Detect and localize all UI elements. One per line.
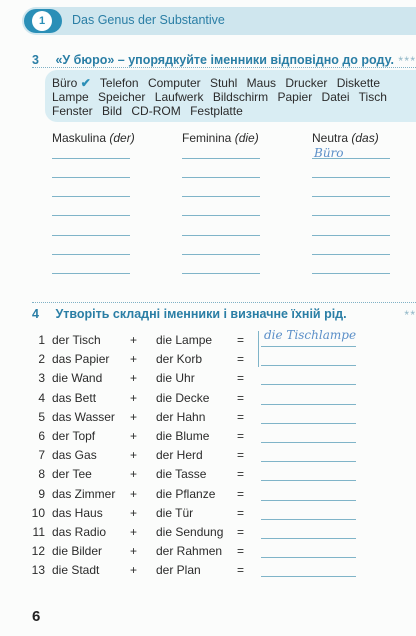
answer-line[interactable] xyxy=(261,557,356,558)
answer-line[interactable] xyxy=(261,519,356,520)
plus-sign: + xyxy=(130,333,138,347)
word: Büro ✔ xyxy=(52,76,91,90)
plus-sign: + xyxy=(130,409,138,424)
answer-line[interactable] xyxy=(261,346,356,347)
chapter-title: Das Genus der Substantive xyxy=(72,13,225,27)
equals-sign: = xyxy=(237,563,245,578)
answer-line[interactable] xyxy=(312,254,390,255)
plus-sign: + xyxy=(130,544,138,559)
row-number: 12 xyxy=(31,544,45,559)
answer-line[interactable] xyxy=(52,273,130,274)
plus-sign: + xyxy=(130,525,138,539)
row-number: 10 xyxy=(31,505,45,520)
plus-sign: + xyxy=(130,467,138,482)
answer-line[interactable] xyxy=(312,273,390,274)
dotted-divider xyxy=(32,302,416,303)
compound-row xyxy=(0,410,416,428)
compound-row xyxy=(0,487,416,505)
plus-sign: + xyxy=(130,563,138,578)
answer-line[interactable] xyxy=(182,254,260,255)
first-noun: die Wand xyxy=(52,371,103,386)
column-label-maskulina: Maskulina (der) xyxy=(52,131,135,145)
answer-line[interactable] xyxy=(312,158,390,159)
second-noun: der Korb xyxy=(156,352,203,367)
equals-sign: = xyxy=(237,390,245,405)
first-noun: die Bilder xyxy=(52,544,103,559)
dotted-divider xyxy=(32,67,416,68)
plus-sign: + xyxy=(130,486,138,501)
word: Telefon xyxy=(99,76,139,90)
answer-line[interactable] xyxy=(261,384,356,385)
chapter-badge xyxy=(24,9,62,33)
row-number: 8 xyxy=(38,467,45,482)
second-noun: die Sendung xyxy=(156,525,224,539)
equals-sign: = xyxy=(237,429,245,443)
exercise-3-number: 3 xyxy=(32,53,39,67)
word: Datei xyxy=(321,90,350,104)
compound-row xyxy=(0,333,416,351)
answer-line[interactable] xyxy=(52,158,130,159)
compound-row xyxy=(0,352,416,370)
equals-sign: = xyxy=(237,409,245,424)
compound-row xyxy=(0,525,416,543)
row-number: 4 xyxy=(38,390,45,405)
first-noun: das Gas xyxy=(52,448,97,463)
first-noun: der Tee xyxy=(52,467,92,482)
compound-row xyxy=(0,429,416,447)
answer-line[interactable] xyxy=(261,576,356,577)
second-noun: die Tür xyxy=(156,505,194,520)
second-noun: der Rahmen xyxy=(156,544,223,559)
first-noun: das Zimmer xyxy=(52,486,116,501)
chapter-header xyxy=(0,0,416,44)
word: Papier xyxy=(277,90,313,104)
row-number: 5 xyxy=(38,409,45,424)
row-number: 3 xyxy=(38,371,45,386)
plus-sign: + xyxy=(130,505,138,520)
answer-line[interactable] xyxy=(312,215,390,216)
word: Diskette xyxy=(336,76,381,90)
compound-row xyxy=(0,563,416,581)
answer-line[interactable] xyxy=(182,273,260,274)
answer-line[interactable] xyxy=(261,442,356,443)
equals-sign: = xyxy=(237,525,245,539)
word-line-1 xyxy=(52,76,386,90)
word: Bild xyxy=(102,104,123,118)
answer-line[interactable] xyxy=(261,538,356,539)
answer-line[interactable] xyxy=(312,235,390,236)
word: Computer xyxy=(147,76,201,90)
answer-line[interactable] xyxy=(182,196,260,197)
answer-line[interactable] xyxy=(182,177,260,178)
answer-line[interactable] xyxy=(312,196,390,197)
answer-line[interactable] xyxy=(261,461,356,462)
row-number: 11 xyxy=(32,525,45,539)
answer-line[interactable] xyxy=(52,196,130,197)
equals-sign: = xyxy=(237,505,245,520)
column-label-neutra: Neutra (das) xyxy=(312,131,379,145)
compound-row xyxy=(0,544,416,562)
second-noun: die Lampe xyxy=(156,333,213,347)
word: Bildschirm xyxy=(212,90,269,104)
row-number: 2 xyxy=(38,352,45,367)
word: Speicher xyxy=(98,90,146,104)
exercise-3-heading xyxy=(32,53,394,67)
answer-line[interactable] xyxy=(261,365,356,366)
equals-sign: = xyxy=(237,333,245,347)
answer-line[interactable] xyxy=(52,235,130,236)
second-noun: die Pflanze xyxy=(156,486,216,501)
answer-line[interactable] xyxy=(52,254,130,255)
answer-line[interactable] xyxy=(182,158,260,159)
word: Festplatte xyxy=(190,104,243,118)
answer-line[interactable] xyxy=(261,480,356,481)
chapter-number: 1 xyxy=(32,11,52,31)
first-noun: die Stadt xyxy=(52,563,100,578)
row-number: 6 xyxy=(38,429,45,443)
answer-line[interactable] xyxy=(312,177,390,178)
example-answer: die Tischlampe xyxy=(264,328,357,342)
equals-sign: = xyxy=(237,448,245,463)
word: Maus xyxy=(246,76,277,90)
equals-sign: = xyxy=(237,371,245,386)
answer-line[interactable] xyxy=(182,235,260,236)
plus-sign: + xyxy=(130,390,138,405)
exercise-4-number: 4 xyxy=(32,307,39,321)
word: Fenster xyxy=(52,104,93,118)
second-noun: die Uhr xyxy=(156,371,195,386)
column-label-feminina: Feminina (die) xyxy=(182,131,259,145)
answer-line[interactable] xyxy=(52,177,130,178)
word: Drucker xyxy=(285,76,328,90)
neutra-example-answer: Büro xyxy=(314,146,344,160)
compound-row xyxy=(0,448,416,466)
row-number: 7 xyxy=(38,448,45,463)
difficulty-stars: * * * xyxy=(398,54,414,68)
compound-row xyxy=(0,467,416,485)
answer-line[interactable] xyxy=(261,423,356,424)
equals-sign: = xyxy=(237,486,245,501)
exercise-3-instruction: «У бюро» – упорядкуйте іменники відповідно до роду. xyxy=(55,53,394,67)
equals-sign: = xyxy=(237,352,245,367)
word-line-2 xyxy=(52,90,393,104)
word: Laufwerk xyxy=(154,90,204,104)
second-noun: die Tasse xyxy=(156,467,207,482)
first-noun: das Wasser xyxy=(52,409,115,424)
answer-line[interactable] xyxy=(261,500,356,501)
difficulty-stars: * * xyxy=(404,308,414,322)
answer-line[interactable] xyxy=(261,404,356,405)
equals-sign: = xyxy=(237,467,245,482)
second-noun: die Decke xyxy=(156,390,210,405)
second-noun: der Hahn xyxy=(156,409,206,424)
compound-row xyxy=(0,391,416,409)
row-number: 9 xyxy=(38,486,45,501)
answer-line[interactable] xyxy=(52,215,130,216)
check-icon: ✔ xyxy=(80,76,91,90)
first-noun: das Radio xyxy=(52,525,107,539)
second-noun: der Plan xyxy=(156,563,201,578)
word: Stuhl xyxy=(209,76,238,90)
exercise-4-heading xyxy=(32,307,347,321)
word: Tisch xyxy=(358,90,387,104)
second-noun: die Blume xyxy=(156,429,210,443)
second-noun: der Herd xyxy=(156,448,203,463)
page-number: 6 xyxy=(32,608,41,625)
plus-sign: + xyxy=(130,429,138,443)
first-noun: das Haus xyxy=(52,505,103,520)
plus-sign: + xyxy=(130,448,138,463)
plus-sign: + xyxy=(130,352,138,367)
compound-row xyxy=(0,371,416,389)
answer-line[interactable] xyxy=(182,215,260,216)
first-noun: der Tisch xyxy=(52,333,101,347)
first-noun: der Topf xyxy=(52,429,96,443)
first-noun: das Papier xyxy=(52,352,110,367)
exercise-4-instruction: Утворіть складні іменники і визначне їхній рід. xyxy=(55,307,347,321)
word: CD-ROM xyxy=(131,104,181,118)
equals-sign: = xyxy=(237,544,245,559)
row-number: 1 xyxy=(38,333,45,347)
word-line-3 xyxy=(52,104,249,118)
compound-row xyxy=(0,506,416,524)
row-number: 13 xyxy=(31,563,45,578)
plus-sign: + xyxy=(130,371,138,386)
word: Lampe xyxy=(52,90,89,104)
first-noun: das Bett xyxy=(52,390,97,405)
